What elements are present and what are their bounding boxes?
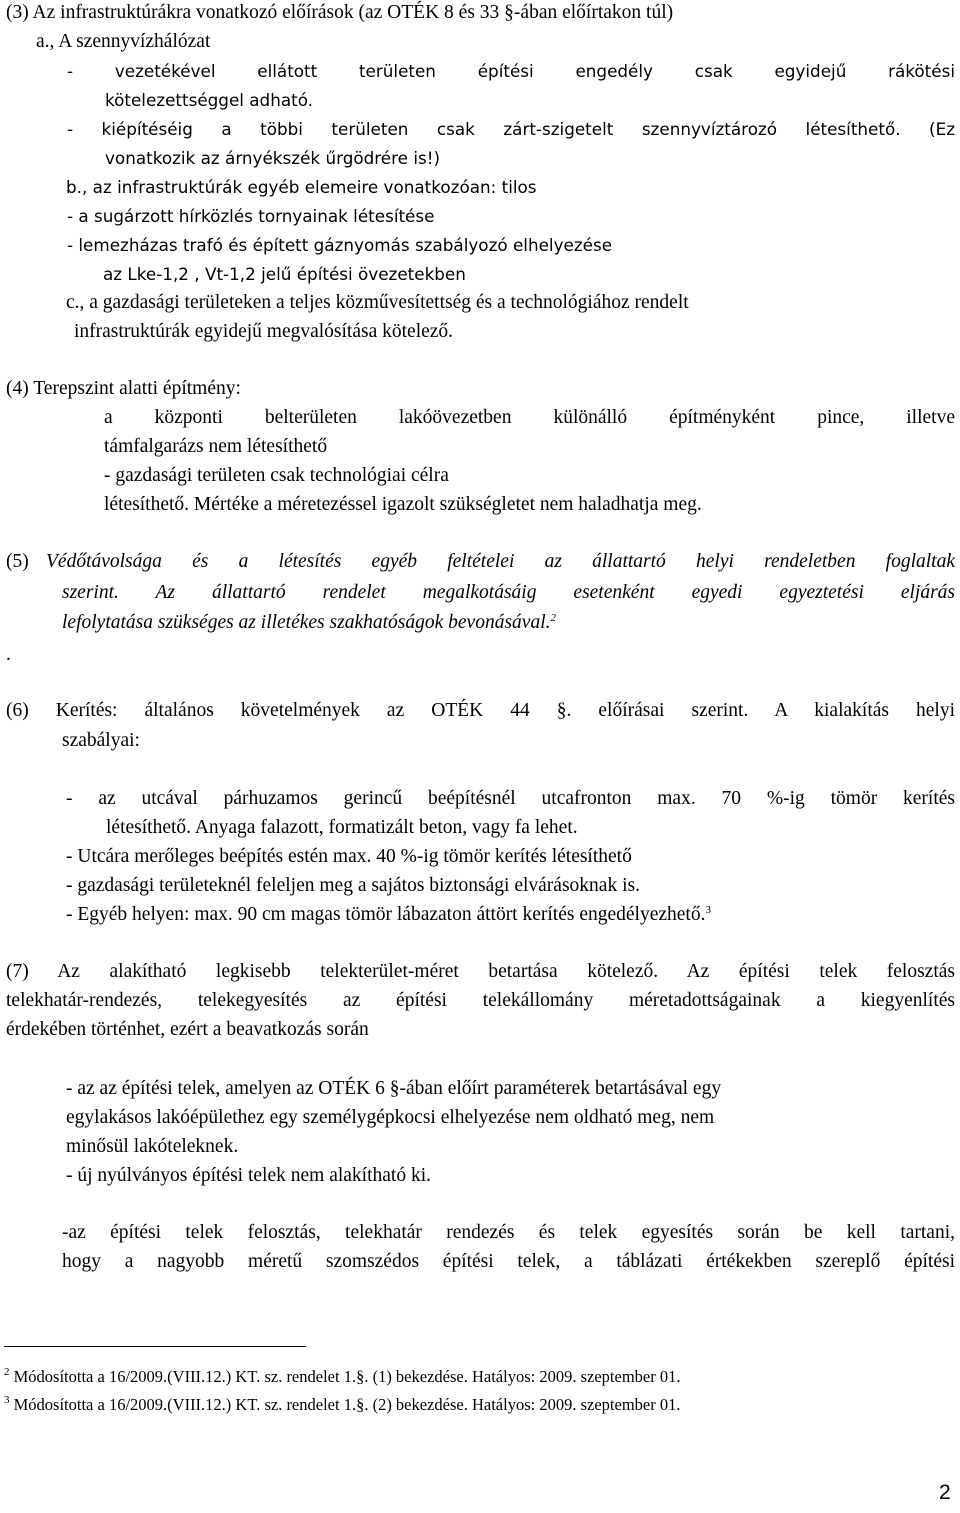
section-3a-line: - kiépítéséig a többi területen csak zárt-szigetelt szennyvíztározó létesíthető. (Ez [67, 119, 955, 139]
section-5-line [62, 611, 556, 637]
footnote-number: 2 [4, 1366, 10, 1378]
section-6-item: - Utcára merőleges beépítés estén max. 40 %-ig tömör kerítés létesíthető [66, 846, 632, 867]
footnote-text: Módosította a 16/2009.(VIII.12.) KT. sz. rendelet 1.§. (1) bekezdése. Hatályos: 2009. szeptember 01. [9, 1367, 681, 1386]
section-7-item: hogy a nagyobb méretű szomszédos építési telek, a táblázati értékekben szereplő építési [62, 1251, 955, 1272]
section-7-item: minősül lakóteleknek. [66, 1136, 239, 1157]
section-5-text: lefolytatása szükséges az illetékes szakhatóságok bevonásával. [62, 612, 551, 633]
section-7-item: - új nyúlványos építési telek nem alakítható ki. [66, 1165, 431, 1186]
section-5-line: Védőtávolsága és a létesítés egyéb feltételei az állattartó helyi rendeletben foglaltak [46, 551, 955, 572]
section-6-item: - az utcával párhuzamos gerincű beépítésnél utcafronton max. 70 %-ig tömör kerítés [66, 788, 955, 809]
footnote-ref-3[interactable]: 3 [705, 904, 711, 916]
footnote-divider [4, 1346, 306, 1347]
section-4-line: támfalgarázs nem létesíthető [104, 436, 328, 457]
section-6-item: létesíthető. Anyaga falazott, formatizált beton, vagy fa lehet. [106, 817, 578, 838]
section-3b-line: az Lke-1,2 , Vt-1,2 jelű építési övezetekben [103, 264, 466, 284]
section-3b-title: b., az infrastruktúrák egyéb elemeire vonatkozóan: tilos [66, 177, 537, 197]
section-7-heading: (7) Az alakítható legkisebb telekterület-méret betartása kötelező. Az építési telek felosztás [6, 961, 955, 982]
section-7-line: érdekében történhet, ezért a beavatkozás során [6, 1019, 369, 1040]
section-3b-line: - a sugárzott hírközlés tornyainak létesítése [67, 206, 435, 226]
section-4-heading: (4) Terepszint alatti építmény: [6, 378, 241, 399]
section-3a-line: - vezetékével ellátott területen építési engedély csak egyidejű rákötési [67, 61, 955, 81]
section-6-item [66, 903, 711, 929]
footnote-ref-2[interactable]: 2 [550, 612, 556, 624]
section-3-heading: (3) Az infrastruktúrákra vonatkozó előírások (az OTÉK 8 és 33 §-ában előírtakon túl) [6, 2, 674, 23]
section-6-line: szabályai: [62, 730, 140, 751]
section-5-label: (5) [6, 551, 29, 572]
section-4-line: - gazdasági területen csak technológiai célra [104, 465, 449, 486]
page-number: 2 [939, 1481, 951, 1504]
section-7-item: egylakásos lakóépülethez egy személygépkocsi elhelyezése nem oldható meg, nem [66, 1107, 715, 1128]
footnote-3 [4, 1393, 680, 1419]
section-3c-line: c., a gazdasági területeken a teljes közművesítettség és a technológiához rendelt [66, 292, 689, 313]
section-6-text: - Egyéb helyen: max. 90 cm magas tömör lábazaton áttört kerítés engedélyezhető. [66, 904, 706, 925]
section-6-item: - gazdasági területeknél feleljen meg a sajátos biztonsági elvárásoknak is. [66, 875, 640, 896]
section-3a-line: kötelezettséggel adható. [105, 90, 314, 110]
section-4-line: a központi belterületen lakóövezetben különálló építményként pince, illetve [104, 407, 955, 428]
section-6-heading: (6) Kerítés: általános követelmények az OTÉK 44 §. előírásai szerint. A kialakítás helyi [6, 700, 955, 721]
footnote-text: Módosította a 16/2009.(VIII.12.) KT. sz. rendelet 1.§. (2) bekezdése. Hatályos: 2009. szeptember 01. [9, 1395, 681, 1414]
section-3a-title: a., A szennyvízhálózat [36, 31, 211, 52]
section-3b-line: - lemezházas trafó és épített gáznyomás szabályozó elhelyezése [67, 235, 613, 255]
footnote-number: 3 [4, 1394, 10, 1406]
section-7-item: - az az építési telek, amelyen az OTÉK 6 §-ában előírt paraméterek betartásával egy [66, 1078, 722, 1099]
footnote-2 [4, 1365, 680, 1391]
section-5-line: szerint. Az állattartó rendelet megalkotásáig esetenként egyedi egyeztetési eljárás [62, 582, 955, 603]
section-3c-line: infrastruktúrák egyidejű megvalósítása kötelező. [74, 321, 454, 342]
section-7-line: telekhatár-rendezés, telekegyesítés az építési telekállomány méretadottságainak a kiegyenlítés [6, 990, 955, 1011]
section-3a-line: vonatkozik az árnyékszék űrgödrére is!) [105, 148, 440, 168]
section-7-item: -az építési telek felosztás, telekhatár rendezés és telek egyesítés során be kell tartani, [62, 1222, 955, 1243]
section-5-dot: . [6, 644, 11, 665]
section-4-line: létesíthető. Mértéke a méretezéssel igazolt szükségletet nem haladhatja meg. [104, 494, 702, 515]
